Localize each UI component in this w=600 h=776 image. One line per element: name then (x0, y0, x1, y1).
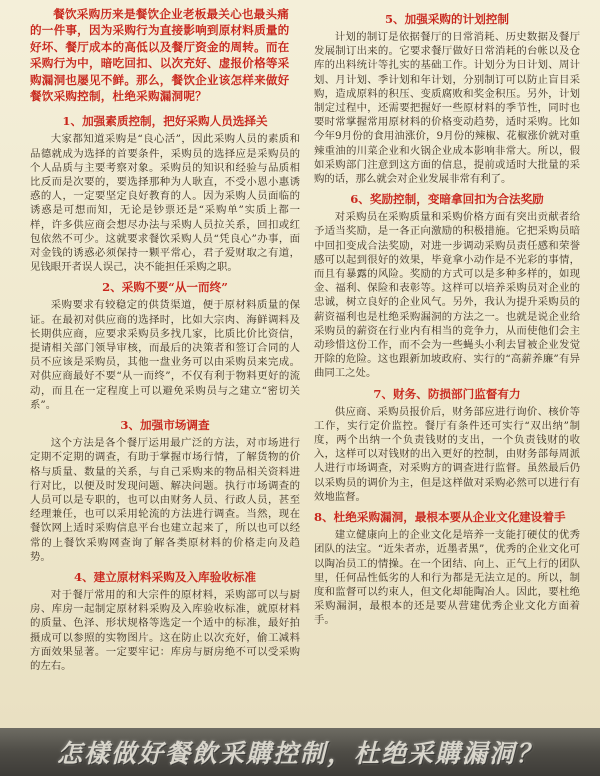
section-body-8: 建立健康向上的企业文化是培养一支能打硬仗的优秀团队的法宝。“近朱者赤，近墨者黑”，优秀的企业文化可以陶冶员工的情操。在一个团结、向上、正气上行的团队里，任何品性低劣的人和行为都是无法立足的。所以，制度和监督可以约束人，但文化却能陶冶人。因此，要杜绝采购漏洞，最根本的还是要从营建优秀企业文化方面着手。 (314, 529, 580, 627)
section-body-1: 大家都知道采购是“良心活”，因此采购人员的素质和品德就成为选择的首要条件，采购员的选择应是采购员的个人品质与主要考察对象。采购员的知识和经验与品质相比反而是次要的，要选择那种为人耿直，不受小恩小惠诱惑的人，一定要坚定良好教育的人。因为采购人员面临的诱惑是可想而知，无论是钞票还是“采购单”实质上都一样，许多供应商会想尽办法与采购人员拉关系，回扣或红包依然不可少。这就要求餐饮采购人员“凭良心”办事，面对金钱的诱惑必须保持一颗平常心，君子爱财取之有道，见钱眼开者误人误己，决不能担任采购之职。 (30, 133, 300, 274)
banner-title: 怎樣做好餐飲采購控制，杜绝采購漏洞？ (56, 739, 543, 768)
section-heading-8: 8、杜绝采购漏洞，最根本要从企业文化建设着手 (314, 510, 566, 525)
section-body-6: 对采购员在采购质量和采购价格方面有突出贡献者给予适当奖励，是一各正向激励的积极措施。它把采购员暗中回扣变成合法奖励，对进一步调动采购员责任感和荣誉感可以起到很好的效果，毕竟拿小动作是不光彩的事情，而且有暴露的风险。奖励的方式可以是多种多样的，如现金、福利、保险和表彰等。这样可以培养采购员对企业的忠诚，树立良好的企业风气。另外，我认为提升采购员的薪资福利也是杜绝采购漏洞的方法之一。也就是说企业给采购员的薪资在行业内有相当的竞争力，从而使他们会主动珍惜这份工作，而不会为一些蝇头小利去冒被企业发觉开除的危险。这也跟新加坡政府、实行的“高薪养廉”有异曲同工之处。 (314, 211, 580, 380)
left-column (30, 6, 300, 677)
section-heading-6: 6、奖励控制，变暗拿回扣为合法奖励 (350, 192, 544, 207)
section-body-4: 对于餐厅常用的和大宗件的原材料，采购部可以与厨房、库房一起制定原材料采购及入库验收标准，就原材料的质量、色泽、形状规格等选定一个适中的标准，最好拍摄成可以参照的实物图片。这在防止以次充好，偷工减料方面效果显著。一定要牢记：库房与厨房绝不可以受采购的左右。 (30, 588, 300, 672)
section-heading-2: 2、采购不要“从一而终” (102, 280, 228, 295)
section-heading-4: 4、建立原材料采购及入库验收标准 (74, 569, 256, 584)
right-column (314, 6, 580, 632)
section-body-7: 供应商、采购员报价后，财务部应进行询价、核价等工作，实行定价监控。餐厅有条件还可实行“双出纳”制度，两个出纳一个负责钱财的支出，一个负责钱财的收入，这样可以对钱财的出入更好的控制，由财务部每周派人进行市场调查，对采购方的调查进行监督。虽然最后仍以采购员的调价为主，但是这样做对采购必然可以进行有效地监督。 (314, 405, 580, 503)
section-body-2: 采购要求有较稳定的供货渠道，便于原材料质量的保证。在最初对供应商的选择时，比如大宗肉、海鲜调料及长期供应商，应要求采购员多找几家，比质比价比资信，提请相关部门领导审核，而最后的决策者和签订合同的人员不应该是采购员，其他一盘业务可以由采购员来完成。对供应商最好不要“从一而终”，不仅有利于物料更好的流动，而且在一定程度上可以避免采购员与之建立“密切关系”。 (30, 299, 300, 411)
section-heading-7: 7、财务、防损部门监督有力 (373, 386, 521, 401)
intro-paragraph: 餐饮采购历来是餐饮企业老板最关心也最头痛的一件事，因为采购行为直接影响到原材料质量的好坏、餐厅成本的高低以及餐厅资金的周转。而在采购行为中，暗吃回扣、以次充好、虚报价格等采购漏洞也屡见不鲜。那么，餐饮企业该怎样来做好餐饮采购控制，杜绝采购漏洞呢？ (30, 7, 290, 104)
section-heading-3: 3、加强市场调查 (120, 418, 210, 433)
bottom-banner (0, 728, 600, 776)
section-body-5: 计划的制订是依据餐厅的日常消耗、历史数据及餐厅发展制订出来的。它要求餐厅做好日常消耗的台帐以及仓库的出料统计等扎实的基础工作。计划分为日计划、周计划、月计划、季计划和年计划，分别制订可以防止盲目采购，造成原料的积压、变质腐败和奖金积压。另外，计划制定过程中，还需要把握好一些原材料的季节性，同时也要时常掌握常用原材料的价格变动趋势，适时采购。比如今年9月份的食用油涨价，9月份的辣椒、花椒涨价就对重辣重油的川菜企业和火锅企业成本影响非常大。所以，假如采购部门注意到这方面的信息，提前或适时大批量的采购的话，那么就会对企业发展非常有利了。 (314, 31, 580, 186)
section-heading-1: 1、加强素质控制，把好采购人员选择关 (62, 114, 268, 129)
section-body-3: 这个方法是各个餐厅运用最广泛的方法，对市场进行定期不定期的调查，有助于掌握市场行情，了解货物的价格与质量、数量的关系，与自己采购来的物品相关资料进行对比，以便及时发现问题、解决问题。执行市场调查的人员可以是专职的，也可以由财务人员、行政人员，甚至经理兼任，也可以采用轮流的方法进行调查。当然，现在餐饮网上适时采购信息平台也建立起来了，所以也可以经常的上餐饮采购网查询了解各类原材料的价格走向及趋势。 (30, 437, 300, 563)
section-heading-5: 5、加强采购的计划控制 (384, 12, 509, 26)
